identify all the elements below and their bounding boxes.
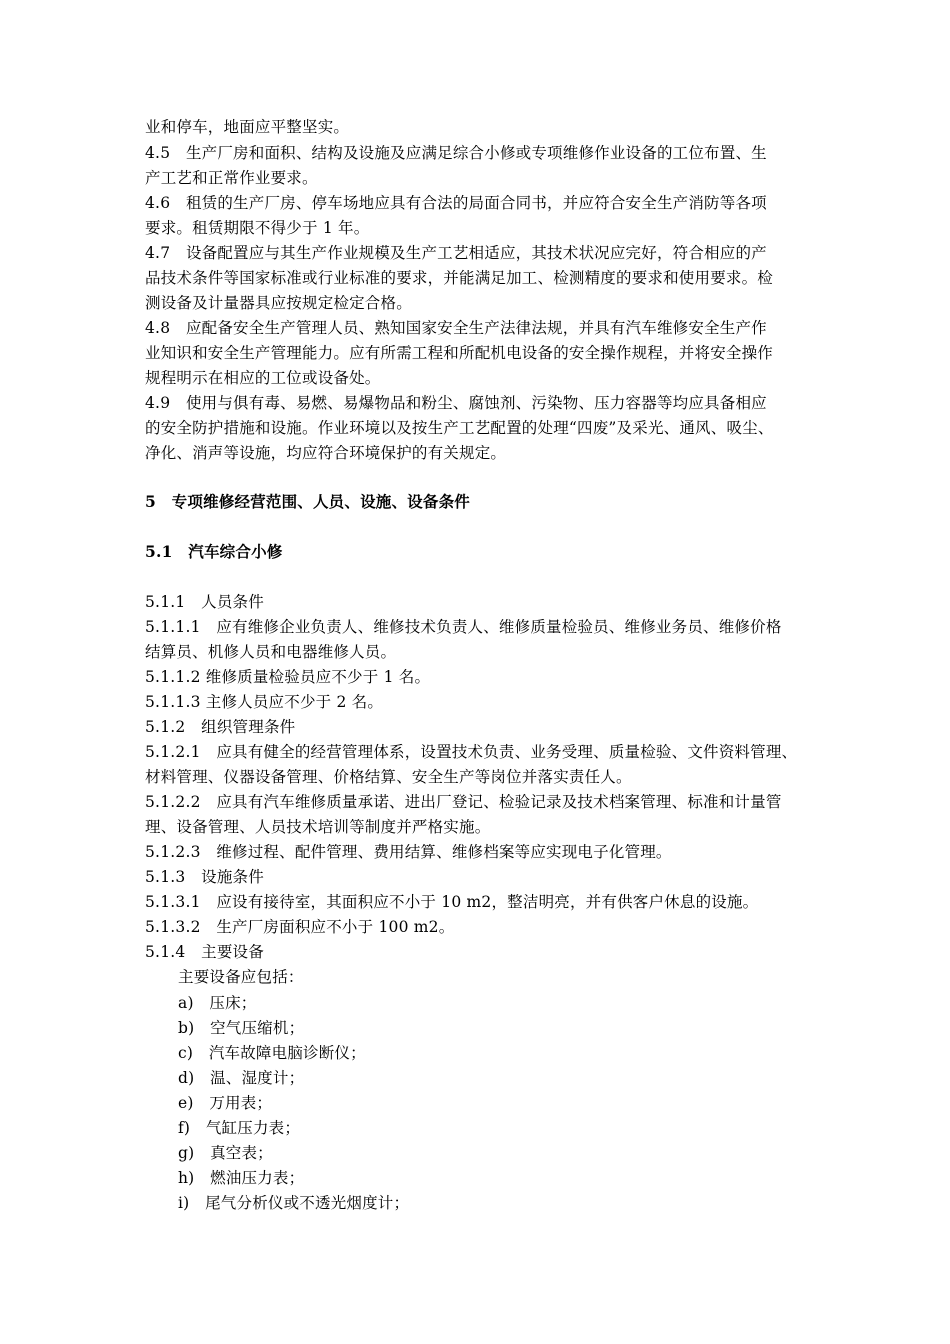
subsection-5-1-2: 5.1.2 组织管理条件 <box>145 718 296 736</box>
text-line: 品技术条件等国家标准或行业标准的要求，并能满足加工、检测精度的要求和使用要求。检 <box>145 269 774 287</box>
list-item: b) 空气压缩机； <box>178 1019 305 1037</box>
text-line: 要求。租赁期限不得少于 1 年。 <box>145 219 370 237</box>
text-line: 产工艺和正常作业要求。 <box>145 169 318 187</box>
clause-5-1-2-2: 5.1.2.2 应具有汽车维修质量承诺、进出厂登记、检验记录及技术档案管理、标准和计量管 <box>145 793 782 811</box>
clause-5-1-2-3: 5.1.2.3 维修过程、配件管理、费用结算、维修档案等应实现电子化管理。 <box>145 843 672 861</box>
clause-4-6: 4.6 租赁的生产厂房、停车场地应具有合法的局面合同书，并应符合安全生产消防等各项 <box>145 194 767 212</box>
subsection-5-1-3: 5.1.3 设施条件 <box>145 868 264 886</box>
clause-5-1-2-1: 5.1.2.1 应具有健全的经营管理体系，设置技术负责、业务受理、质量检验、文件资料管理、 <box>145 743 798 761</box>
list-item: c) 汽车故障电脑诊断仪； <box>178 1044 366 1062</box>
list-item: d) 温、湿度计； <box>178 1069 305 1087</box>
text-line: 材料管理、仪器设备管理、价格结算、安全生产等岗位并落实责任人。 <box>145 768 632 786</box>
clause-5-1-1-1: 5.1.1.1 应有维修企业负责人、维修技术负责人、维修质量检验员、维修业务员、维修价格 <box>145 618 782 636</box>
clause-5-1-3-2: 5.1.3.2 生产厂房面积应不小于 100 m2。 <box>145 918 455 936</box>
text-line: 理、设备管理、人员技术培训等制度并严格实施。 <box>145 818 491 836</box>
text-line: 业和停车，地面应平整坚实。 <box>145 118 350 136</box>
clause-5-1-1-2: 5.1.1.2 维修质量检验员应不少于 1 名。 <box>145 668 431 686</box>
text-line: 测设备及计量器具应按规定检定合格。 <box>145 294 412 312</box>
clause-5-1-3-1: 5.1.3.1 应设有接待室，其面积应不小于 10 m2，整洁明亮，并有供客户休息的设施。 <box>145 893 759 911</box>
subsection-5-1-4: 5.1.4 主要设备 <box>145 943 264 961</box>
text-line: 结算员、机修人员和电器维修人员。 <box>145 643 397 661</box>
clause-4-7: 4.7 设备配置应与其生产作业规模及生产工艺相适应，其技术状况应完好，符合相应的产 <box>145 244 767 262</box>
equipment-intro: 主要设备应包括： <box>178 968 304 986</box>
text-line: 规程明示在相应的工位或设备处。 <box>145 369 381 387</box>
list-item: i) 尾气分析仪或不透光烟度计； <box>178 1194 410 1212</box>
list-item: a) 压床； <box>178 994 257 1012</box>
text-line: 净化、消声等设施，均应符合环境保护的有关规定。 <box>145 444 507 462</box>
clause-4-5: 4.5 生产厂房和面积、结构及设施及应满足综合小修或专项维修作业设备的工位布置、生 <box>145 144 767 162</box>
subsection-5-1-1: 5.1.1 人员条件 <box>145 593 264 611</box>
text-line: 业知识和安全生产管理能力。应有所需工程和所配机电设备的安全操作规程，并将安全操作 <box>145 344 774 362</box>
section-heading-5-1: 5.1 汽车综合小修 <box>145 542 283 561</box>
clause-4-8: 4.8 应配备安全生产管理人员、熟知国家安全生产法律法规，并具有汽车维修安全生产作 <box>145 319 767 337</box>
list-item: g) 真空表； <box>178 1144 273 1162</box>
clause-5-1-1-3: 5.1.1.3 主修人员应不少于 2 名。 <box>145 693 384 711</box>
list-item: e) 万用表； <box>178 1094 273 1112</box>
list-item: h) 燃油压力表； <box>178 1169 305 1187</box>
text-line: 的安全防护措施和设施。作业环境以及按生产工艺配置的处理“四废”及采光、通风、吸尘、 <box>145 419 774 437</box>
section-heading-5: 5 专项维修经营范围、人员、设施、设备条件 <box>145 492 470 511</box>
clause-4-9: 4.9 使用与俱有毒、易燃、易爆物品和粉尘、腐蚀剂、污染物、压力容器等均应具备相应 <box>145 394 767 412</box>
list-item: f) 气缸压力表； <box>178 1119 301 1137</box>
